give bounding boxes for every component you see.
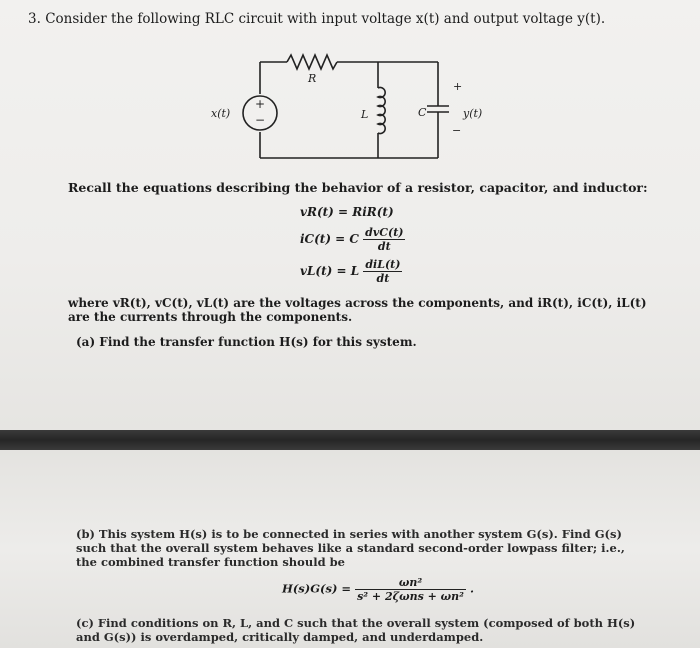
inductor-denominator: dt — [376, 272, 390, 285]
problem-number: 3. — [28, 11, 41, 27]
input-label: x(t) — [211, 107, 231, 120]
resistor-symbol — [287, 55, 337, 69]
output-minus: − — [452, 124, 462, 137]
output-label: y(t) — [463, 107, 483, 120]
part-b-numerator: ωn² — [355, 576, 466, 590]
part-b-denominator: s² + 2ζωns + ωn² — [357, 590, 464, 603]
output-plus: + — [453, 80, 463, 93]
source-plus: + — [255, 97, 266, 111]
capacitor-numerator: dvC(t) — [365, 226, 404, 239]
part-b-equation-lhs: H(s)G(s) = — [282, 581, 352, 596]
capacitor-fraction — [363, 226, 405, 253]
part-c: (c) Find conditions on R, L, and C such that the overall system (composed of both H(s) and G(s)) is overdamped, critically damped, and underdamped. — [76, 616, 636, 644]
part-b: (b) This system H(s) is to be connected in series with another system G(s). Find G(s) such that the overall system behaves like a standard second-order lowpass filter; i.e., the combined transfer function should be — [76, 527, 625, 569]
rlc-circuit-diagram — [0, 0, 700, 175]
where-paragraph: where vR(t), vC(t), vL(t) are the voltages across the components, and iR(t), iC(t), iL(t) are the currents through the components. — [68, 296, 647, 324]
page-divider — [0, 430, 700, 450]
resistor-label: R — [308, 72, 317, 85]
part-a: (a) Find the transfer function H(s) for this system. — [76, 335, 417, 349]
inductor-symbol — [378, 88, 385, 134]
capacitor-label: C — [418, 106, 427, 119]
inductor-equation — [300, 258, 402, 285]
resistor-equation: vR(t) = RiR(t) — [300, 205, 394, 219]
source-minus: − — [255, 113, 266, 127]
recall-text: Recall the equations describing the behavior of a resistor, capacitor, and inductor: — [68, 180, 648, 195]
part-b-equation — [282, 576, 474, 603]
capacitor-equation-lhs: iC(t) = C — [300, 232, 359, 246]
capacitor-denominator: dt — [377, 240, 391, 253]
part-b-fraction — [355, 576, 466, 603]
part-b-period: . — [469, 581, 474, 596]
problem-text: Consider the following RLC circuit with input voltage x(t) and output voltage y(t). — [45, 11, 606, 27]
inductor-numerator: diL(t) — [365, 258, 401, 271]
inductor-equation-lhs: vL(t) = L — [300, 264, 360, 278]
capacitor-equation — [300, 226, 405, 253]
inductor-label: L — [361, 108, 369, 121]
inductor-fraction — [363, 258, 402, 285]
